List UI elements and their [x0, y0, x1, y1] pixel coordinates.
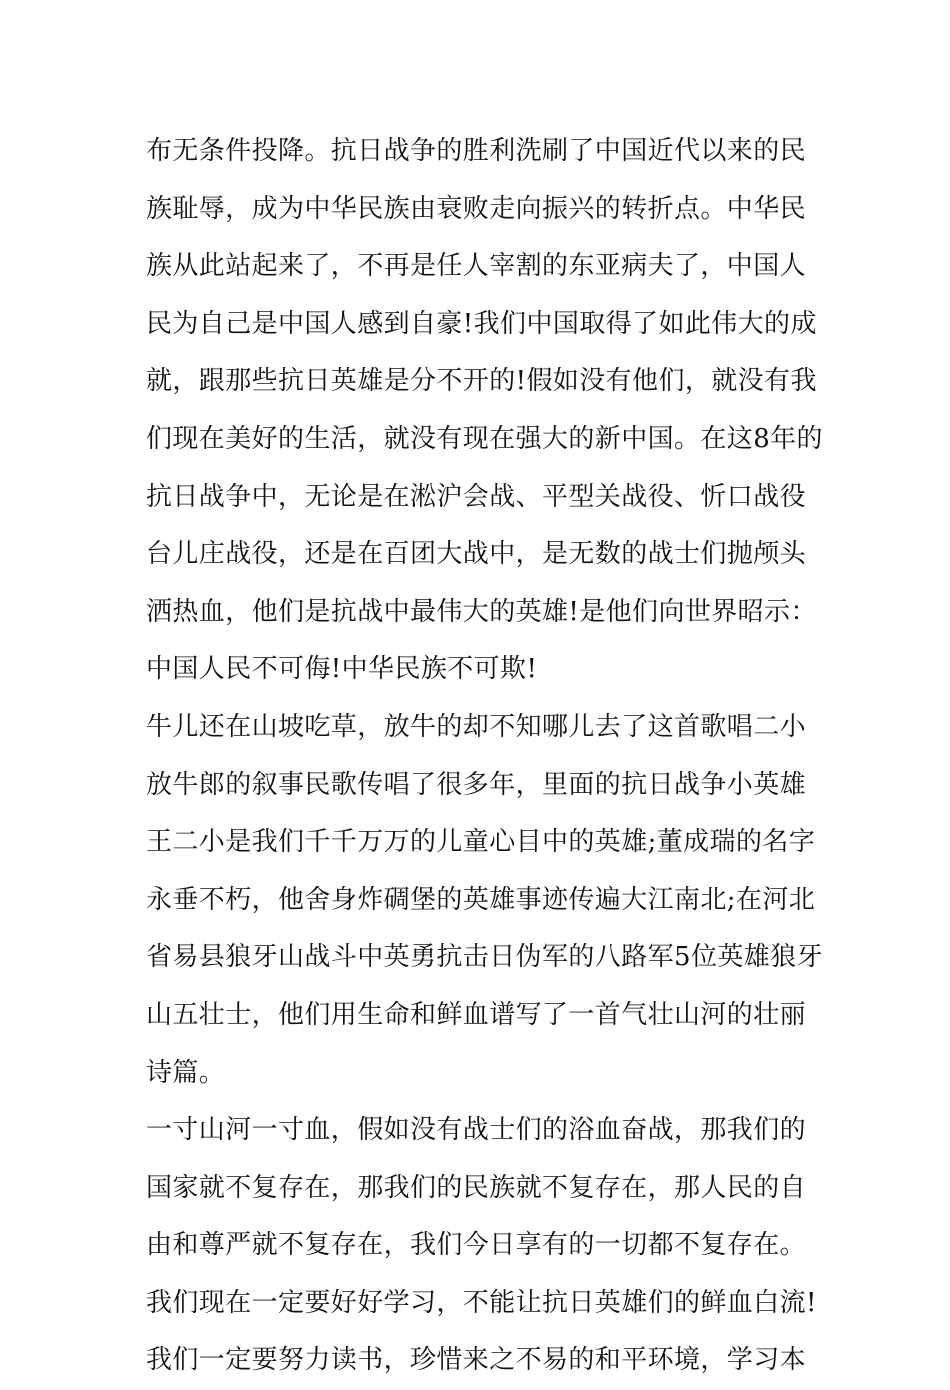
text-line: 们现在美好的生活，就没有现在强大的新中国。在这8年的 [146, 423, 823, 454]
text-line: 我们一定要努力读书，珍惜来之不易的和平环境，学习本 [146, 1345, 807, 1376]
text-line: 台儿庄战役，还是在百团大战中，是无数的战士们抛颅头 [146, 539, 807, 570]
text-line: 放牛郎的叙事民歌传唱了很多年，里面的抗日战争小英雄 [146, 769, 807, 800]
text-line: 一寸山河一寸血，假如没有战士们的浴血奋战，那我们的 [146, 1115, 807, 1146]
text-line: 王二小是我们千千万万的儿童心目中的英雄;董成瑞的名字 [146, 827, 816, 858]
text-line: 我们现在一定要好好学习，不能让抗日英雄们的鲜血白流! [146, 1287, 817, 1318]
text-line: 族耻辱，成为中华民族由衰败走向振兴的转折点。中华民 [146, 193, 807, 224]
text-line: 山五壮士，他们用生命和鲜血谱写了一首气壮山河的壮丽 [146, 999, 807, 1030]
text-line: 布无条件投降。抗日战争的胜利洗刷了中国近代以来的民 [146, 136, 807, 166]
text-line: 诗篇。 [146, 1057, 226, 1088]
text-line: 永垂不朽，他舍身炸碉堡的英雄事迹传遍大江南北;在河北 [146, 884, 816, 915]
text-line: 就，跟那些抗日英雄是分不开的!假如没有他们，就没有我 [146, 366, 817, 397]
document-body [146, 123, 823, 1390]
text-line: 中国人民不可侮!中华民族不可欺! [146, 654, 538, 685]
text-line: 省易县狼牙山战斗中英勇抗击日伪军的八路军5位英雄狼牙 [146, 942, 823, 973]
text-line: 族从此站起来了，不再是任人宰割的东亚病夫了，中国人 [146, 251, 807, 282]
text-line: 由和尊严就不复存在，我们今日享有的一切都不复存在。 [146, 1230, 807, 1261]
text-line: 洒热血，他们是抗战中最伟大的英雄!是他们向世界昭示： [146, 596, 817, 627]
text-line: 民为自己是中国人感到自豪!我们中国取得了如此伟大的成 [146, 308, 817, 339]
text-line: 牛儿还在山坡吃草，放牛的却不知哪儿去了这首歌唱二小 [146, 711, 807, 742]
text-line: 抗日战争中，无论是在淞沪会战、平型关战役、忻口战役 [146, 481, 807, 512]
text-line: 国家就不复存在，那我们的民族就不复存在，那人民的自 [146, 1172, 807, 1203]
